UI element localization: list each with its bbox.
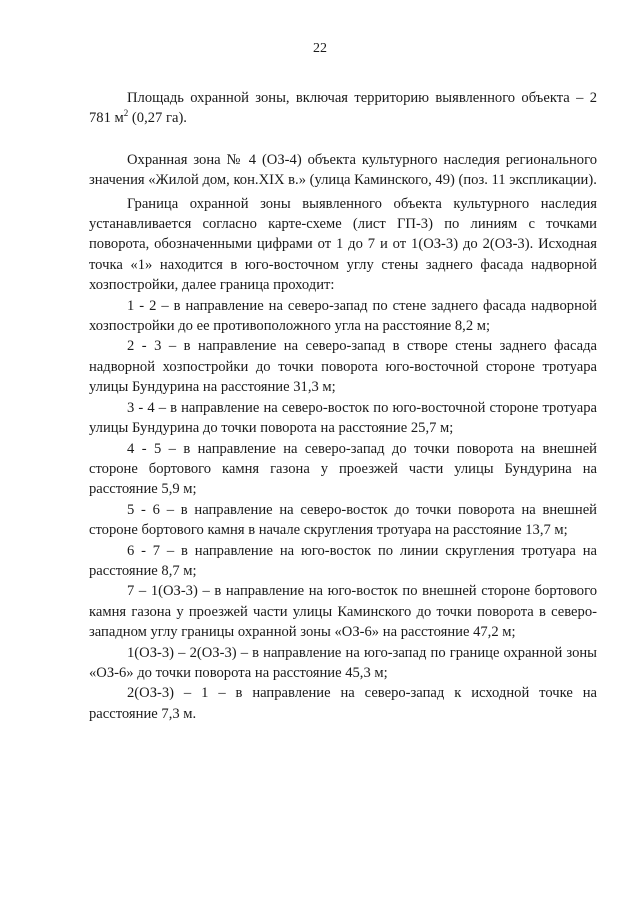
paragraph-segment-3-4: 3 - 4 – в направление на северо-восток по юго-восточной стороне тротуара улицы Бундурина до точки поворота на расстояние 25,7 м; xyxy=(89,399,597,437)
paragraph-area-text: Площадь охранной зоны, включая территорию выявленного объекта – 2 781 м xyxy=(89,90,597,127)
paragraph-segment-1-2: 1 - 2 – в направление на северо-запад по стене заднего фасада надворной хозпостройки до ее противоположного угла на расстояние 8,2 м; xyxy=(89,297,597,335)
paragraph-segment-6-7: 6 - 7 – в направление на юго-восток по линии скругления тротуара на расстояние 8,7 м; xyxy=(89,542,597,579)
paragraph-segment-2-3: 2 - 3 – в направление на северо-запад в створе стены заднего фасада надворной хозпостройки до точки поворота юго-восточной стороне тротуара улицы Бундурина на расстояние 31,3 м; xyxy=(89,338,597,396)
superscript-square: 2 xyxy=(123,108,129,119)
document-body xyxy=(89,88,597,724)
page-number: 22 xyxy=(313,41,327,56)
paragraph-segment-7-1oz3: 7 – 1(ОЗ-3) – в направление на юго-восток по внешней стороне бортового камня газона у проезжей части улицы Каминского до точки поворота в северо-западном углу границы охранной зоны «ОЗ-6» на расстояние 47,2 м; xyxy=(89,583,597,641)
paragraph-area-text-end: (0,27 га). xyxy=(128,110,187,127)
paragraph-boundary-intro: Граница охранной зоны выявленного объекта культурного наследия устанавливается согласно карте-схеме (лист ГП-3) по линиям с точками поворота, обозначенными цифрами от 1 до 7 и от 1(ОЗ-3) до 2(ОЗ-3). Исходная точка «1» находится в юго-восточном углу стены заднего фасада надворной хозпостройки, далее граница проходит: xyxy=(89,195,597,294)
paragraph-segment-5-6: 5 - 6 – в направление на северо-восток до точки поворота на внешней стороне бортового камня в начале скругления тротуара на расстояние 13,7 м; xyxy=(89,501,597,539)
paragraph-segment-2oz3-1: 2(ОЗ-3) – 1 – в направление на северо-запад к исходной точке на расстояние 7,3 м. xyxy=(89,685,597,722)
paragraph-segment-4-5: 4 - 5 – в направление на северо-запад до точки поворота на внешней стороне бортового камня газона у проезжей части улицы Бундурина на расстояние 5,9 м; xyxy=(89,440,597,498)
paragraph-area xyxy=(89,88,597,129)
paragraph-segment-1oz3-2oz3: 1(ОЗ-3) – 2(ОЗ-3) – в направление на юго-запад по границе охранной зоны «ОЗ-6» до точки поворота на расстояние 45,3 м; xyxy=(89,644,597,681)
paragraph-zone-title: Охранная зона № 4 (ОЗ-4) объекта культурного наследия регионального значения «Жилой дом, кон.XIX в.» (улица Каминского, 49) (поз. 11 экспликации). xyxy=(89,151,597,189)
